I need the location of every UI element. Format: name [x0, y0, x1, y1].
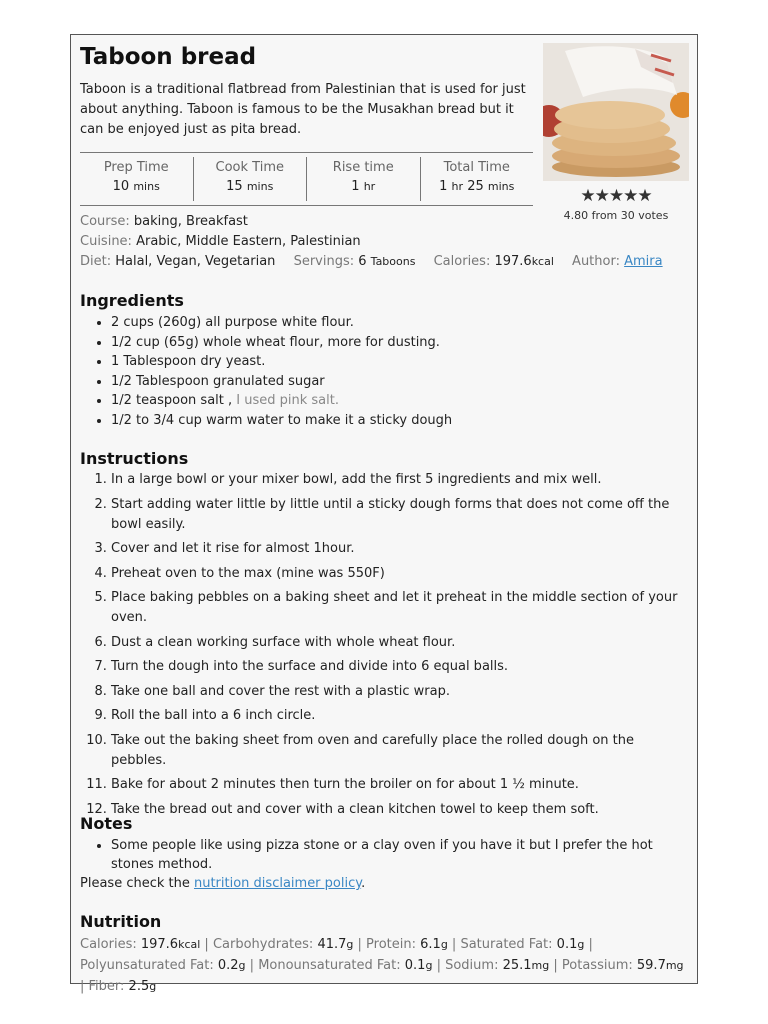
nutrient-value: 0.1 [556, 937, 578, 952]
nutrient-value: 25.1 [502, 958, 532, 973]
nutrient-unit: g [346, 938, 354, 951]
time-label: Cook Time [215, 160, 284, 175]
ingredient-text: 1/2 to 3/4 cup warm water to make it a sticky dough [111, 412, 453, 428]
rating-votes: 4.80 from 30 votes [563, 209, 669, 222]
nutrient-unit: g [238, 959, 246, 972]
ingredient-text: 1/2 Tablespoon granulated sugar [111, 373, 325, 389]
meta-value: Arabic, Middle Eastern, Palestinian [136, 234, 361, 249]
time-block-prep [80, 153, 193, 205]
nutrient-value: 41.7 [317, 937, 347, 952]
nutrient-label: Monounsaturated Fat: [258, 958, 401, 973]
time-unit: mins [133, 180, 160, 193]
recipe-times [80, 152, 533, 206]
nutrient [562, 958, 684, 973]
ingredients-list [111, 313, 671, 431]
nutrient-unit: mg [665, 959, 684, 972]
nutrient [80, 937, 200, 952]
nutrient-value: 6.1 [420, 937, 441, 952]
time-number: 1 [351, 179, 360, 194]
nutrient-label: Potassium: [561, 958, 633, 973]
disclaimer-text: Please check the [80, 876, 194, 891]
servings-value[interactable]: 6 [358, 254, 367, 269]
recipe-rating[interactable] [543, 186, 689, 222]
nutrient [213, 937, 353, 952]
ingredient-text: 2 cups (260g) all purpose white flour. [111, 315, 354, 330]
meta-value: baking, Breakfast [133, 214, 248, 229]
recipe-title: Taboon bread [80, 44, 257, 70]
instruction-step: 8. Take one ball and cover the rest with a plastic wrap. [111, 682, 691, 702]
instructions-list [111, 470, 691, 824]
meta-label: Calories: [433, 254, 491, 269]
ingredient-item [111, 411, 671, 431]
nutrient-label: Carbohydrates: [212, 937, 314, 952]
time-value [421, 179, 534, 194]
nutrient [80, 958, 246, 973]
meta-label: Author: [572, 254, 620, 269]
nutrient-label: Protein: [366, 937, 416, 952]
star-rating-icon[interactable]: ★★★★★ [580, 186, 652, 206]
nutrient-value: 59.7 [636, 958, 666, 973]
ingredient-item [111, 313, 671, 333]
nutrient [89, 979, 157, 994]
time-unit: mins [487, 180, 515, 193]
nutrient-value: 197.6 [140, 937, 179, 952]
time-number: 15 [226, 179, 243, 194]
calories-value: 197.6 [494, 254, 532, 269]
disclaimer-period: . [361, 876, 366, 891]
meta-label: Course: [80, 214, 130, 229]
time-label: Total Time [443, 160, 510, 175]
nutrient-unit: g [425, 959, 433, 972]
instruction-step: 12. Take the bread out and cover with a clean kitchen towel to keep them soft. [111, 800, 691, 820]
nutrient-label: Calories: [80, 937, 137, 952]
disclaimer-line [80, 876, 365, 891]
nutrient-unit: g [440, 938, 448, 951]
meta-cuisine [80, 234, 361, 249]
meta-label: Cuisine: [80, 234, 132, 249]
nutrient-unit: g [149, 980, 157, 993]
instruction-step: 6. Dust a clean working surface with whole wheat flour. [111, 633, 691, 653]
recipe-summary: Taboon is a traditional flatbread from Palestinian that is used for just about anything. Taboon is famous to be the Musakhan bread but it can be enjoyed just as pita bread. [80, 82, 526, 137]
note-item: • Some people like using pizza stone or a clay oven if you have it but I prefer the hot stones method. [111, 836, 691, 874]
recipe-photo [543, 43, 689, 181]
time-unit: mins [246, 180, 274, 193]
ingredient-item [111, 391, 671, 411]
author-link[interactable]: Amira [624, 254, 663, 269]
ingredient-note: I used pink salt. [232, 393, 339, 409]
nutrient [258, 958, 432, 973]
instruction-step: 10. Take out the baking sheet from oven and carefully place the rolled dough on the pebbles. [111, 731, 691, 771]
instruction-step: 3. Cover and let it rise for almost 1hour. [111, 539, 691, 559]
instruction-step: 2. Start adding water little by little until a sticky dough forms that does not come off the bowl easily. [111, 495, 691, 535]
meta-value: Halal, Vegan, Vegetarian [115, 254, 276, 269]
notes-list [111, 836, 691, 874]
time-value [194, 179, 307, 194]
time-block-cook [193, 157, 307, 201]
time-label: Rise time [332, 160, 394, 175]
time-number: 25 [467, 179, 484, 194]
meta-label: Diet: [80, 254, 112, 269]
nutrition-disclaimer-link[interactable]: nutrition disclaimer policy [193, 876, 362, 891]
instructions-heading: Instructions [80, 449, 189, 468]
meta-course [80, 214, 248, 229]
nutrient-value: 0.1 [404, 958, 426, 973]
nutrient-unit: mg [531, 959, 550, 972]
nutrient [445, 958, 549, 973]
ingredient-text: 1 Tablespoon dry yeast. [111, 354, 266, 370]
instruction-step: 1. In a large bowl or your mixer bowl, add the first 5 ingredients and mix well. [111, 470, 691, 490]
nutrient-unit: kcal [178, 938, 201, 951]
instruction-step: 11. Bake for about 2 minutes then turn the broiler on for about 1 ½ minute. [111, 775, 691, 795]
ingredient-item [111, 352, 671, 372]
time-number: 10 [112, 179, 130, 194]
nutrient-label: Sodium: [445, 958, 499, 973]
servings-unit: Taboons [370, 255, 416, 268]
ingredient-text: 1/2 teaspoon salt , [111, 393, 233, 409]
nutrient-label: Polyunsaturated Fat: [80, 958, 214, 973]
time-block-rise [306, 157, 420, 201]
notes-heading: Notes [80, 814, 133, 833]
nutrient-label: Saturated Fat: [460, 937, 553, 952]
ingredient-text: 1/2 cup (65g) whole wheat flour, more for dusting. [111, 334, 440, 350]
nutrient [460, 937, 584, 952]
nutrition-heading: Nutrition [80, 912, 162, 931]
instruction-step: 9. Roll the ball into a 6 inch circle. [111, 706, 691, 726]
meta-label: Servings: [293, 254, 355, 269]
instruction-step: 5. Place baking pebbles on a baking sheet and let it preheat in the middle section of your oven. [111, 588, 691, 628]
time-unit: hr [451, 180, 464, 193]
nutrient-value: 2.5 [128, 979, 150, 994]
bread-stack-image [543, 43, 689, 181]
time-number: 1 [439, 179, 448, 194]
time-value [80, 179, 193, 194]
calories-unit: kcal [531, 255, 554, 268]
time-label: Prep Time [103, 160, 169, 175]
time-unit: hr [363, 180, 376, 193]
time-block-total [420, 157, 534, 201]
instruction-step: 7. Turn the dough into the surface and divide into 6 equal balls. [111, 657, 691, 677]
meta-diet-row [80, 254, 663, 269]
time-value [307, 179, 420, 194]
ingredient-item [111, 333, 671, 353]
nutrient [366, 937, 448, 952]
ingredient-item [111, 372, 671, 392]
nutrient-label: Fiber: [88, 979, 125, 994]
nutrition-facts: Calories: 197.6kcal | Carbohydrates: 41.7g | Protein: 6.1g | Saturated Fat: 0.1g | Polyunsaturated Fat: 0.2g | Monounsaturated Fat: 0.1g | Sodium: 25.1mg | Potassium: 59.7mg | Fiber: 2.5g [80, 937, 684, 994]
nutrient-unit: g [577, 938, 585, 951]
nutrient-value: 0.2 [217, 958, 239, 973]
instruction-step: 4. Preheat oven to the max (mine was 550F) [111, 564, 691, 584]
ingredients-heading: Ingredients [80, 291, 184, 310]
